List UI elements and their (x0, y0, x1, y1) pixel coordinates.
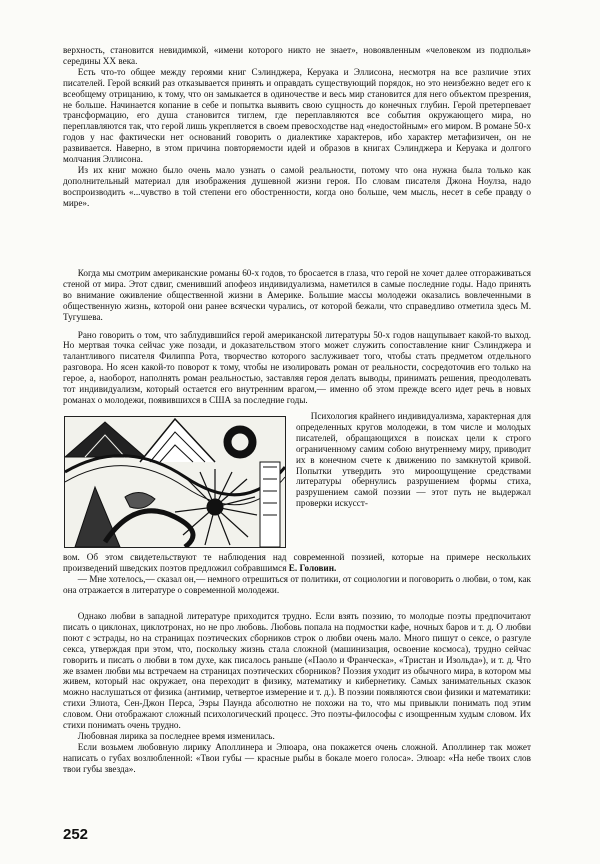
illustration (64, 416, 286, 548)
paragraph (63, 552, 531, 574)
continued-text: вом. Об этом свидетельствуют те наблюдения над современной поэзией, которые на примере нескольких произведений шведских поэтов предложил собравшимся (63, 552, 531, 573)
text-block-top (63, 45, 531, 209)
paragraph: — Мне хотелось,— сказал он,— немного отрешиться от политики, от социологии и поговорить о любви, о том, как она отражается в литературе о современной молодежи. (63, 573, 531, 595)
speaker-name: Е. Головин. (288, 562, 337, 573)
text-block-speaker (63, 552, 531, 596)
paragraph: верхность, становится невидимкой, «имени которого никто не знает», новоявленным «человеком из подполья» середины XX века. (63, 45, 531, 66)
paragraph: Из их книг можно было очень мало узнать о самой реальности, потому что она нужна была только как дополнительный материал для изображения душевной жизни героя. По словам писателя Джона Ноулза, надо воспроизводить «...чувство в той степени его обостренности, когда оно больше, чем мысль, несет в себе правду о мире». (63, 164, 531, 208)
paragraph: Любовная лирика за последнее время изменилась. (77, 730, 275, 741)
abstract-engraving-image (65, 417, 285, 547)
paragraph: Когда мы смотрим американские романы 60-х годов, то бросается в глаза, что герой не хочет далее отгораживаться стеной от мира. Этот сдвиг, сменивший апофеоз индивидуализма, наметился в самые последние годы. Надо принять во внимание оживление общественной жизни в Америке. Большие массы молодежи оказались вовлеченными в общественную жизнь, которой они ранее всячески чурались, от которой бежали, что справедливо отметила здесь М. Тугушева. (63, 268, 531, 322)
text-block-bottom (63, 611, 531, 775)
paragraph: Если возьмем любовную лирику Аполлинера и Элюара, она покажется очень сложной. Аполлинер так может написать о губах возлюбленной: «Твои губы — красные рыбы в бокале моего голоса». Элюар: «На небе твоих слов твои губы звезда». (63, 741, 531, 774)
paragraph: Психология крайнего индивидуализма, характерная для определенных кругов молодежи, в том числе и молодых писателей, обращающихся в поисках цели к строго ограниченному самим собою внутреннему миру, приводит их в конечном счете к движению по замкнутой кривой. Попытки утвердить это мироощущение средствами литературы обернулись разрушением формы стиха, разрушением самой поэзии — этот путь не выдержал проверки искусст- (296, 411, 531, 509)
paragraph: Есть что-то общее между героями книг Сэлинджера, Керуака и Эллисона, несмотря на все различие этих писателей. Герой всякий раз отказывается принять и оправдать существующий порядок, но это неизбежно ведет его к всеобщему отрицанию, к тому, что он замыкается в одиночестве и весь мир становится для него объектом презрения, не больше. Начинается копание в себе и попытка выявить свою сущность до конечных глубин. Герой претерпевает трансформацию, его душа становится тиглем, где переплавляются все события окружающего мира, но переплавляются так, что герой лишь укрепляется в своем превосходстве над «недостойным» его миром. В романе 50-х годов у нас фактически нет оснований говорить о диалектике характеров, ибо характер метафизичен, он не развивается. Наверно, в этом причина повторяемости идей и образов в книгах Сэлинджера и Керуака и долгого молчания Эллисона. (63, 66, 531, 165)
text-beside-illustration (296, 411, 531, 509)
paragraph: Однако любви в западной литературе приходится трудно. Если взять поэзию, то молодые поэты предпочитают писать о циклонах, циклотронах, но не про любовь. Любовь попала на подмостки кафе, ночных баров и т. д. О любви поют с эстрады, но на страницах поэтических сборников строк о любви очень мало. Много пишут о сексе, о разгуле секса, утверждая при этом, что, поскольку жизнь стала сложной (машинизация, освоение космоса), трудно сейчас говорить и писать о любви в том духе, как писалось раньше («Паоло и Франческа», «Тристан и Изольда»), и т. д. Что же взамен любви мы встречаем на страницах поэтических сборников? Поэзия уходит из обычного мира, в котором мы живем, который нас окружает, она переходит в физику, математику и кибернетику. Самых занимательных сказок можно наслушаться от физика (антимир, четвертое измерение и т. д.). В поэзии появляются свои физики и математики: стихи Элиота, Сен-Джон Перса, Эзры Паунда абсолютно не похожи на то, что мы привыкли понимать под этим словом. Они отображают сложный психологический процесс. Это поэты-философы с изощренным худым словом. Их стихи понимать очень трудно. (63, 611, 531, 731)
paragraph: Рано говорить о том, что заблудившийся герой американской литературы 50-х годов нащупывает какой-то выход. Но мертвая точка сейчас уже позади, и доказательством этого может служить сопоставление книг Сэлинджера и талантливого писателя Филиппа Рота, творчество которого заслуживает того, чтобы стать предметом отдельного разговора. Но ясен какой-то поворот к тому, чтобы не изолировать роман от реальности, сосредоточив его только на герое, а, наоборот, наполнять роман реальностью, заставляя героя делать выводы, принимать решения, преодолевать тот индивидуализм, который остается его внутренним врагом,— именно об этом прежде всего идет речь в новых романах о молодежи, появившихся в США за последние годы. (63, 329, 531, 405)
text-block-middle (63, 268, 531, 406)
page-number: 252 (63, 826, 89, 843)
